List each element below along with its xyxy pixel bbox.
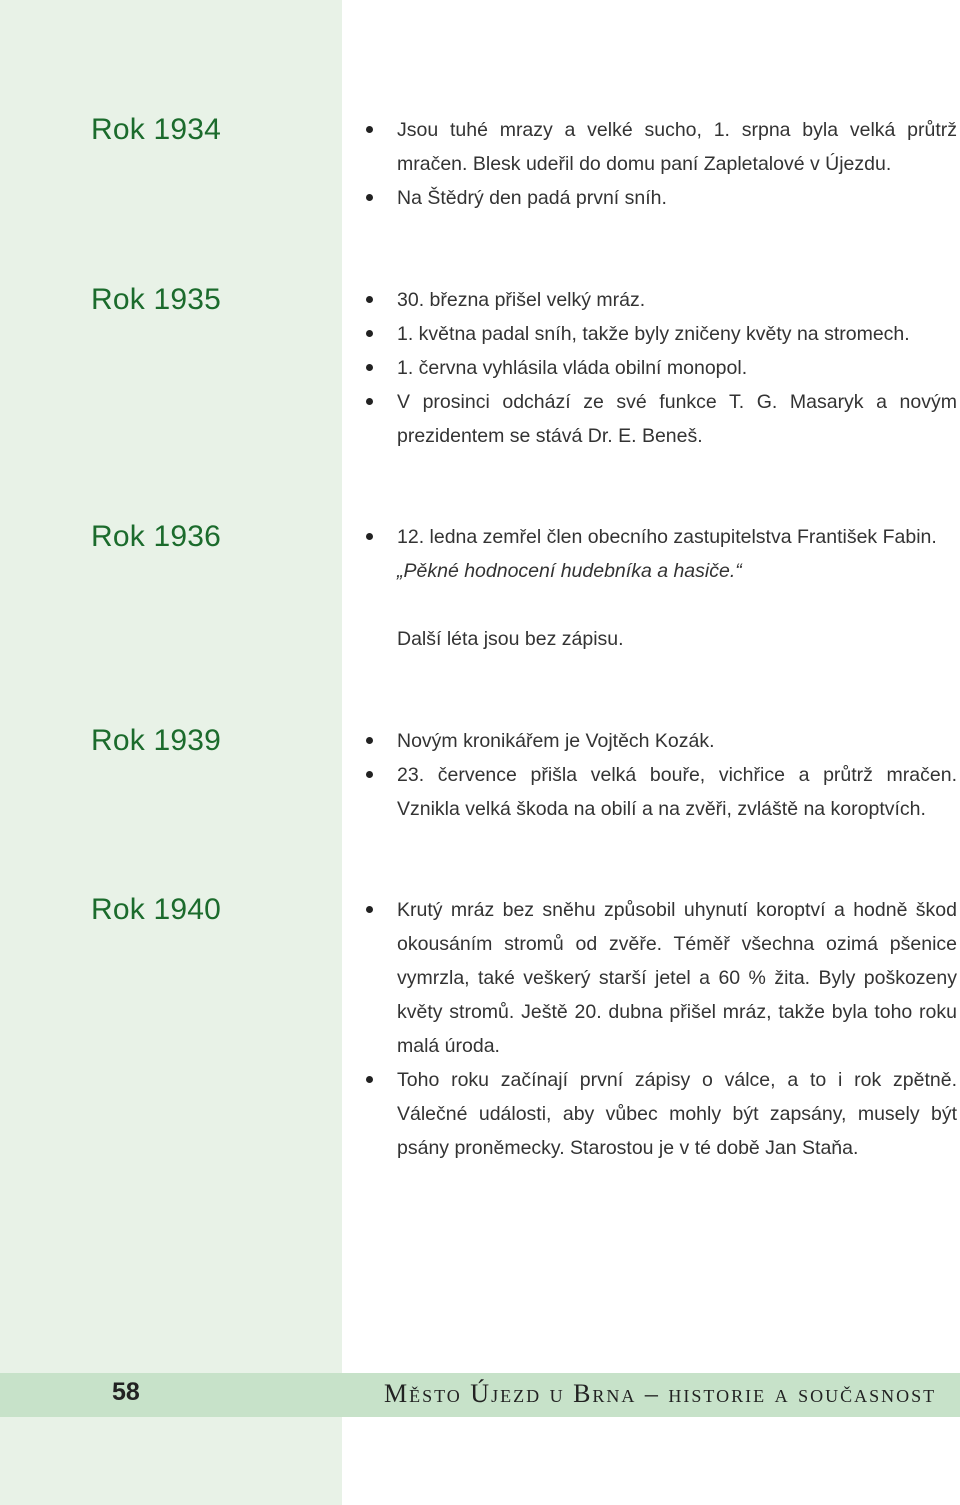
year-heading-1936: Rok 1936 [91, 520, 222, 553]
list-item: Toho roku začínají první zápisy o válce, a to i rok zpětně. Válečné události, aby vůbec mohly být zapsány, musely být psány proněmecky. Starostou je v té době Jan Staňa. [365, 1063, 957, 1165]
year-heading-1939: Rok 1939 [91, 724, 222, 757]
list-item: 12. ledna zemřel člen obecního zastupitelstva František Fabin. [365, 520, 957, 554]
entries-1939 [365, 724, 957, 826]
quote-text: „Pěkné hodnocení hudebníka a hasiče.“ [397, 560, 742, 582]
list-item: 1. června vyhlásila vláda obilní monopol. [365, 351, 957, 385]
year-heading-1934: Rok 1934 [91, 113, 222, 146]
note-text: Další léta jsou bez zápisu. [397, 628, 624, 650]
entries-1936 [365, 520, 957, 656]
list-item: Na Štědrý den padá první sníh. [365, 181, 957, 215]
entries-1940 [365, 893, 957, 1165]
entries-1934 [365, 113, 957, 215]
year-heading-1935: Rok 1935 [91, 283, 222, 316]
list-item: Krutý mráz bez sněhu způsobil uhynutí koroptví a hodně škod okousáním stromů od zvěře. Téměř všechna ozimá pšenice vymrzla, také veškerý starší jetel a 60 % žita. Byly poškozeny květy stromů. Ještě 20. dubna přišel mráz, takže byla toho roku malá úroda. [365, 893, 957, 1063]
list-item: Novým kronikářem je Vojtěch Kozák. [365, 724, 957, 758]
entries-1935 [365, 283, 957, 453]
list-item: Jsou tuhé mrazy a velké sucho, 1. srpna byla velká průtrž mračen. Blesk udeřil do domu paní Zapletalové v Újezdu. [365, 113, 957, 181]
list-item: V prosinci odchází ze své funkce T. G. Masaryk a novým prezidentem se stává Dr. E. Beneš. [365, 385, 957, 453]
list-item: 30. března přišel velký mráz. [365, 283, 957, 317]
list-item: 1. května padal sníh, takže byly zničeny květy na stromech. [365, 317, 957, 351]
footer-title: Město Újezd u Brna – historie a současnost [384, 1379, 937, 1408]
list-item: 23. července přišla velká bouře, vichřice a průtrž mračen. Vznikla velká škoda na obilí a na zvěři, zvláště na koroptvích. [365, 758, 957, 826]
year-heading-1940: Rok 1940 [91, 893, 222, 926]
page-number: 58 [112, 1378, 140, 1406]
